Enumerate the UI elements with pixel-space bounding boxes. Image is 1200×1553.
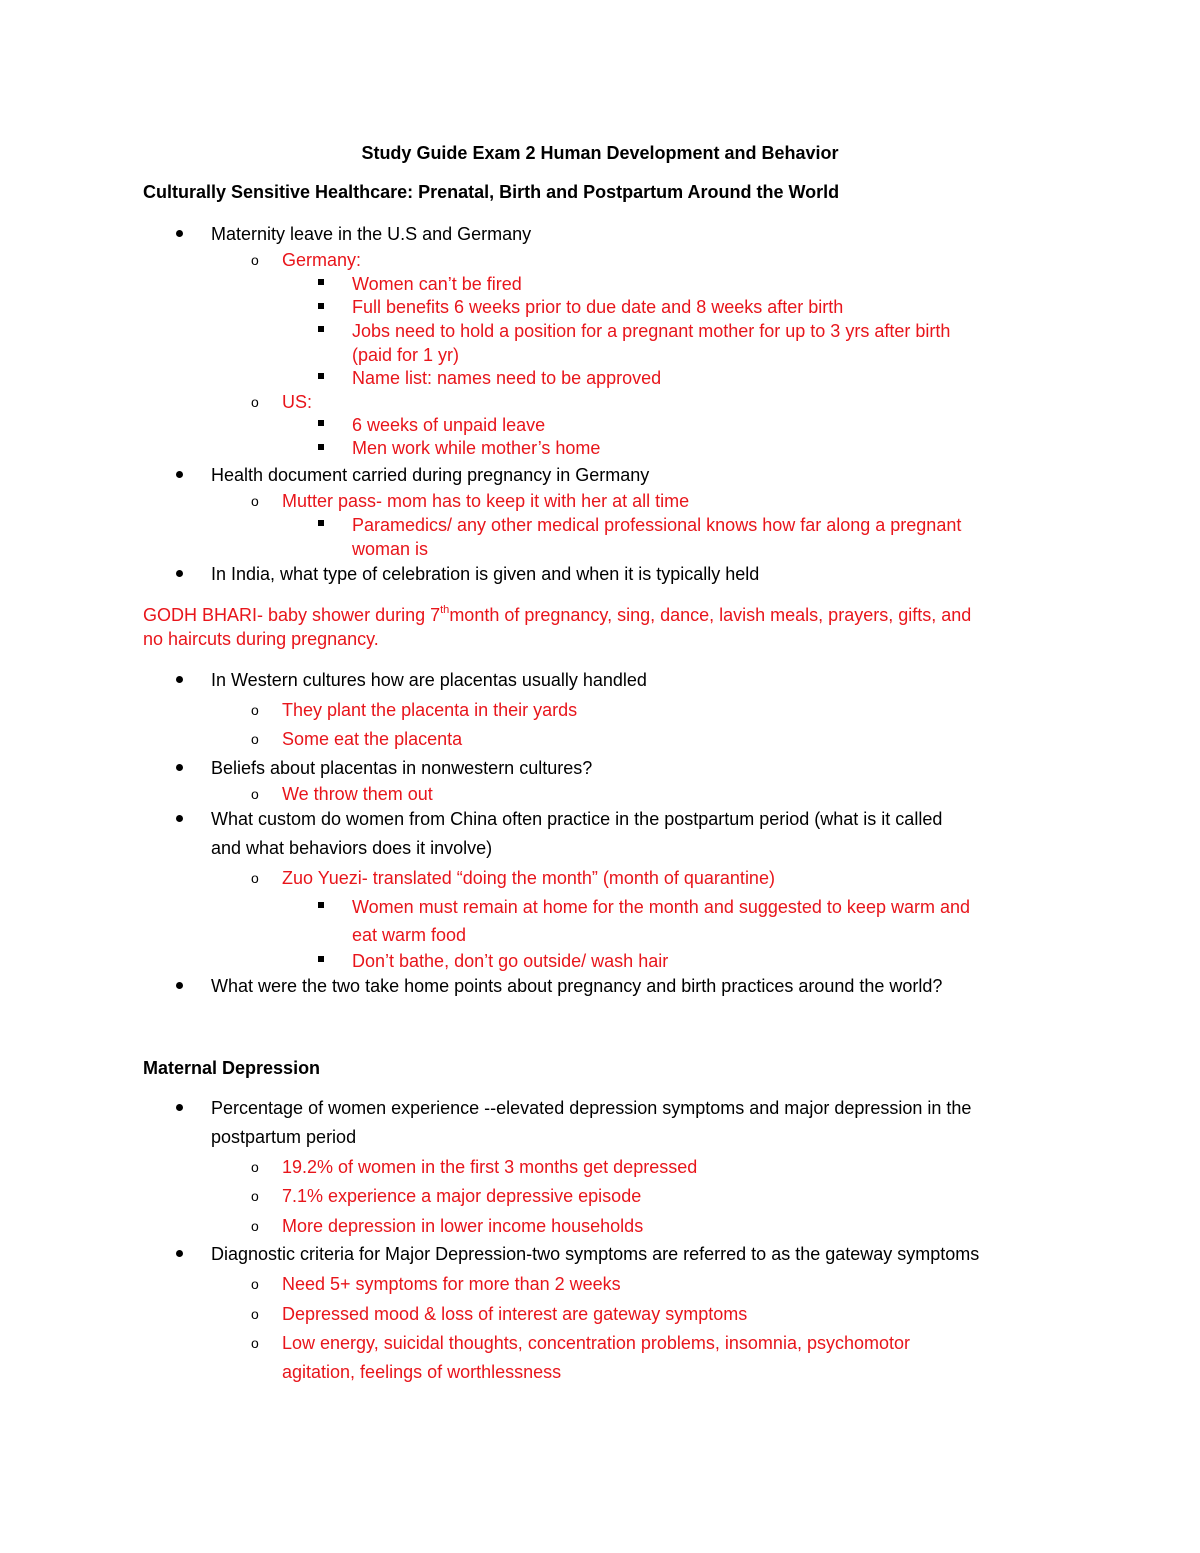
answer-germany-3: Jobs need to hold a position for a pregnant mother for up to 3 yrs after birth: [352, 321, 951, 341]
answer-diagnostic-3: Low energy, suicidal thoughts, concentration problems, insomnia, psychomotor: [282, 1333, 910, 1353]
answer-percentage-1: 19.2% of women in the first 3 months get depressed: [282, 1157, 698, 1177]
bullet-disc: [176, 471, 183, 478]
answer-zuo-yuezi: Zuo Yuezi- translated “doing the month” (month of quarantine): [282, 868, 775, 888]
bullet-disc: [176, 982, 183, 989]
answer-diagnostic-1: Need 5+ symptoms for more than 2 weeks: [282, 1274, 621, 1294]
bullet-disc: [176, 570, 183, 577]
answer-zuo-yuezi-1-cont: eat warm food: [352, 925, 467, 945]
answer-diagnostic-3-cont: agitation, feelings of worthlessness: [282, 1362, 562, 1382]
bullet-circle: o: [251, 731, 259, 747]
question-china-custom: What custom do women from China often practice in the postpartum period (what is it called: [211, 809, 943, 829]
answer-godh-bhari-cont: no haircuts during pregnancy.: [143, 629, 379, 649]
answer-godh-bhari: GODH BHARI- baby shower during 7thmonth of pregnancy, sing, dance, lavish meals, prayers, gifts, and: [143, 604, 972, 625]
answer-mutter-pass: Mutter pass- mom has to keep it with her at all time: [282, 491, 690, 511]
answer-nonwestern-1: We throw them out: [282, 784, 433, 804]
question-take-home: What were the two take home points about pregnancy and birth practices around the world?: [211, 976, 943, 996]
bullet-square: [318, 326, 324, 332]
bullet-square: [318, 444, 324, 450]
answer-us-2: Men work while mother’s home: [352, 438, 601, 458]
answer-zuo-yuezi-2: Don’t bathe, don’t go outside/ wash hair: [352, 951, 669, 971]
answer-placenta-2: Some eat the placenta: [282, 729, 463, 749]
section-heading-maternal-depression: Maternal Depression: [143, 1058, 321, 1078]
bullet-circle: o: [251, 1276, 259, 1292]
question-percentage: Percentage of women experience --elevated depression symptoms and major depression in the: [211, 1098, 972, 1118]
question-percentage-cont: postpartum period: [211, 1127, 357, 1147]
bullet-square: [318, 420, 324, 426]
question-china-custom-cont: and what behaviors does it involve): [211, 838, 493, 858]
answer-percentage-3: More depression in lower income households: [282, 1216, 644, 1236]
bullet-circle: o: [251, 1335, 259, 1351]
bullet-square: [318, 373, 324, 379]
page-title: Study Guide Exam 2 Human Development and Behavior: [361, 143, 839, 163]
question-health-document: Health document carried during pregnancy in Germany: [211, 465, 650, 485]
bullet-disc: [176, 1104, 183, 1111]
answer-diagnostic-2: Depressed mood & loss of interest are gateway symptoms: [282, 1304, 748, 1324]
bullet-square: [318, 902, 324, 908]
answer-us: US:: [282, 392, 313, 412]
answer-zuo-yuezi-1: Women must remain at home for the month and suggested to keep warm and: [352, 897, 970, 917]
bullet-circle: o: [251, 252, 259, 268]
bullet-disc: [176, 230, 183, 237]
bullet-disc: [176, 1250, 183, 1257]
bullet-disc: [176, 676, 183, 683]
bullet-disc: [176, 764, 183, 771]
answer-germany-4: Name list: names need to be approved: [352, 368, 662, 388]
answer-germany-1: Women can’t be fired: [352, 274, 522, 294]
bullet-square: [318, 279, 324, 285]
bullet-square: [318, 520, 324, 526]
bullet-circle: o: [251, 493, 259, 509]
bullet-square: [318, 956, 324, 962]
bullet-circle: o: [251, 870, 259, 886]
question-india: In India, what type of celebration is given and when it is typically held: [211, 564, 760, 584]
bullet-circle: o: [251, 1159, 259, 1175]
bullet-square: [318, 303, 324, 309]
bullet-circle: o: [251, 394, 259, 410]
answer-us-1: 6 weeks of unpaid leave: [352, 415, 546, 435]
answer-germany-2: Full benefits 6 weeks prior to due date and 8 weeks after birth: [352, 297, 844, 317]
bullet-circle: o: [251, 702, 259, 718]
bullet-circle: o: [251, 786, 259, 802]
answer-mutter-pass-1-cont: woman is: [352, 539, 429, 559]
answer-mutter-pass-1: Paramedics/ any other medical professional knows how far along a pregnant: [352, 515, 962, 535]
question-diagnostic-criteria: Diagnostic criteria for Major Depression-two symptoms are referred to as the gateway symptoms: [211, 1244, 980, 1264]
answer-percentage-2: 7.1% experience a major depressive episode: [282, 1186, 642, 1206]
answer-germany: Germany:: [282, 250, 362, 270]
question-western-placentas: In Western cultures how are placentas usually handled: [211, 670, 647, 690]
answer-placenta-1: They plant the placenta in their yards: [282, 700, 578, 720]
answer-germany-3-cont: (paid for 1 yr): [352, 345, 460, 365]
bullet-disc: [176, 815, 183, 822]
section-heading-culturally-sensitive: Culturally Sensitive Healthcare: Prenatal, Birth and Postpartum Around the World: [143, 182, 840, 202]
bullet-circle: o: [251, 1188, 259, 1204]
question-nonwestern-placentas: Beliefs about placentas in nonwestern cultures?: [211, 758, 593, 778]
bullet-circle: o: [251, 1218, 259, 1234]
bullet-circle: o: [251, 1306, 259, 1322]
question-maternity-leave: Maternity leave in the U.S and Germany: [211, 224, 532, 244]
